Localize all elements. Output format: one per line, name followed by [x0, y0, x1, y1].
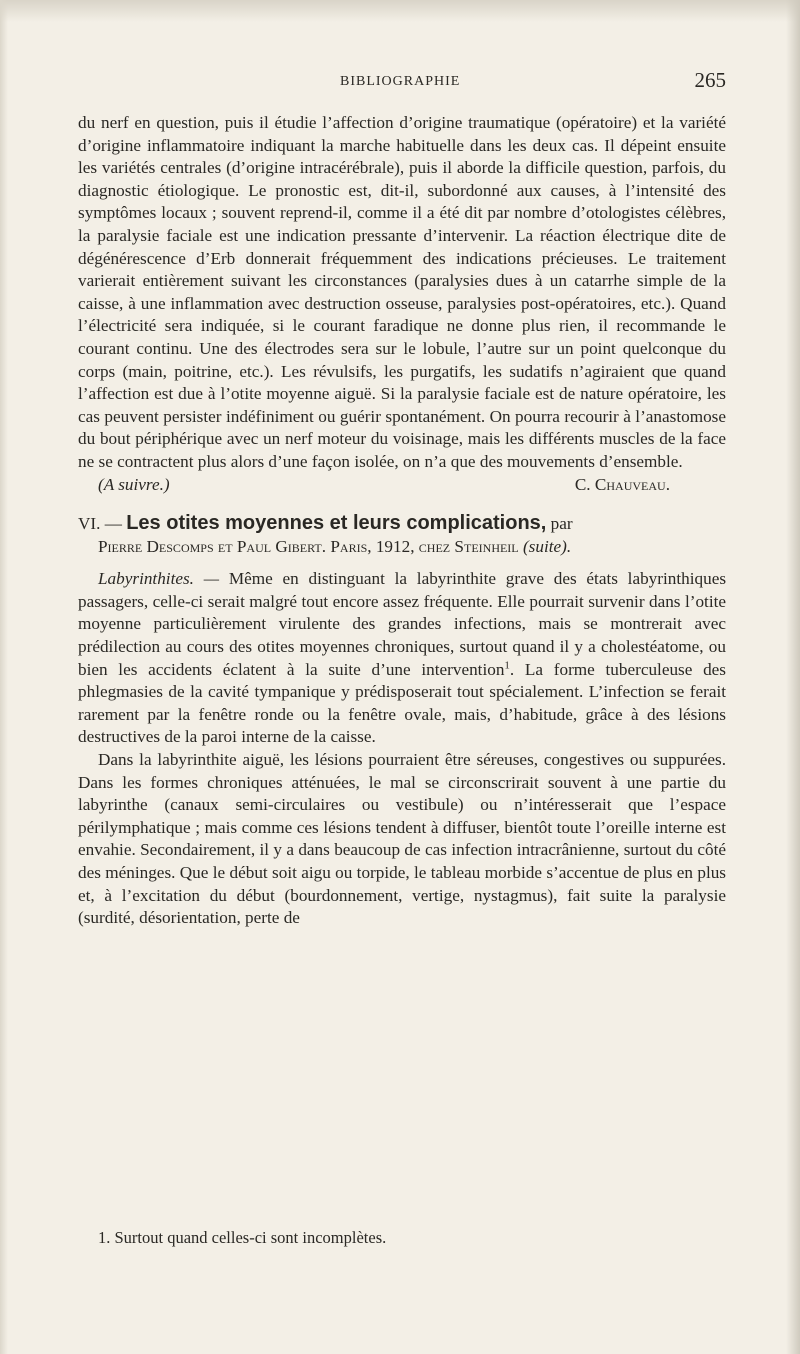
page-header	[78, 64, 726, 94]
page-shadow-top	[0, 0, 800, 22]
page-shadow-right	[786, 0, 800, 1354]
labyrinthites-subheading: Labyrinthites. —	[98, 569, 220, 589]
reviewer-signature: C. Chauveau.	[574, 474, 670, 494]
review-paragraph: du nerf en question, puis il étudie l’affection d’origine traumatique (opératoire) et la variété d’origine inflammatoire indiquant la marche habituelle dans les deux cas. Il dépeint ensuite les variétés centrales (d’origine intracérébrale), puis il aborde la difficile question, parfois, du diagnostic étiologique. Le pronostic est, dit-il, subordonné aux causes, à l’intensité des symptômes locaux ; souvent reprend-il, comme il a été dit par nombre d’otologistes célèbres, la paralysie faciale est une indication pressante d’intervenir. La réaction électrique dite de dégénérescence d’Erb donnerait fréquemment des indications précieuses. Le traitement varierait entièrement suivant les circonstances (paralysies dues à un catarrhe simple de la caisse, à une inflammation avec destruction osseuse, paralysies post-opératoires, etc.). Quand l’électricité sera indiquée, si le courant faradique ne donne plus rien, il recommande le courant continu. Une des électrodes sera sur le lobule, l’autre sur un point quelconque du corps (main, poitrine, etc.). Les révulsifs, les purgatifs, les sudatifs n’agiraient que quand l’affection est due à l’otite moyenne aiguë. Si la paralysie faciale est de nature opératoire, les cas peuvent persister indéfiniment ou guérir spontanément. On pourra recourir à l’anastomose du bout périphérique avec un nerf moteur du voisinage, mais les différents muscles de la face ne se contractent plus alors d’une façon isolée, on n’a que des mouvements d’ensemble.	[78, 113, 726, 471]
page-shadow-left	[0, 0, 8, 1354]
labyrinthites-text-2: . La forme tuberculeuse des phlegmasies de la cavité tympanique y prédisposerait tout spécialement. L’infection se ferait rarement par la fenêtre ronde ou la fenêtre ovale, mais, d’habitude, grâce à des lésions destructives de la paroi interne de la caisse.	[78, 659, 726, 747]
labyrinthites-text-1: Même en distinguant la labyrinthite grave des états labyrinthiques passagers, celle-ci serait malgré tout encore assez fréquente. Elle pourrait survenir dans l’otite moyenne particulièrement virulente des grandes infections, mais se montrerait avec prédilection au cours des otites moyennes chroniques, surtout quand il y a cholestéatome, ou bien les accidents éclatent à la suite d’une intervention	[78, 569, 727, 679]
footnote	[98, 1227, 726, 1249]
running-head: BIBLIOGRAPHIE	[340, 74, 461, 89]
footnote-reference: 1	[504, 658, 510, 671]
labyrinthites-paragraph	[78, 568, 726, 749]
book-publication-line	[78, 536, 726, 559]
section-heading	[78, 512, 726, 536]
book-by: par	[550, 514, 573, 534]
footnote-number: 1.	[98, 1228, 111, 1247]
page-number: 265	[694, 68, 726, 92]
footnote-text: Surtout quand celles-ci sont incomplètes.	[114, 1228, 387, 1247]
review-section-vi	[78, 512, 726, 930]
book-suite: (suite).	[522, 536, 572, 556]
to-follow-note: (A suivre.)	[98, 474, 170, 494]
book-authors: Pierre Descomps et Paul Gibert. Paris, 1912, chez Steinheil	[98, 536, 519, 556]
acute-labyrinthitis-paragraph: Dans la labyrinthite aiguë, les lésions pourraient être séreuses, congestives ou suppurées. Dans les formes chroniques atténuées, le mal se circonscrirait souvent à une partie du labyrinthe (canaux semi-circulaires ou vestibule) ou n’intéresserait que l’espace périlymphatique ; mais comme ces lésions tendent à diffuser, bientôt toute l’oreille interne est envahie. Secondairement, il y a dans beaucoup de cas infection intracrânienne, surtout du côté des méninges. Que le début soit aigu ou torpide, le tableau morbide s’accentue de plus en plus et, à l’excitation du début (bourdonnement, vertige, nystagmus), fait suite la paralysie (surdité, désorientation, perte de	[78, 750, 726, 928]
review-signature-line	[78, 474, 726, 497]
section-numeral: VI. —	[78, 514, 122, 534]
book-title: Les otites moyennes et leurs complications,	[126, 512, 547, 535]
page-body	[78, 112, 726, 930]
